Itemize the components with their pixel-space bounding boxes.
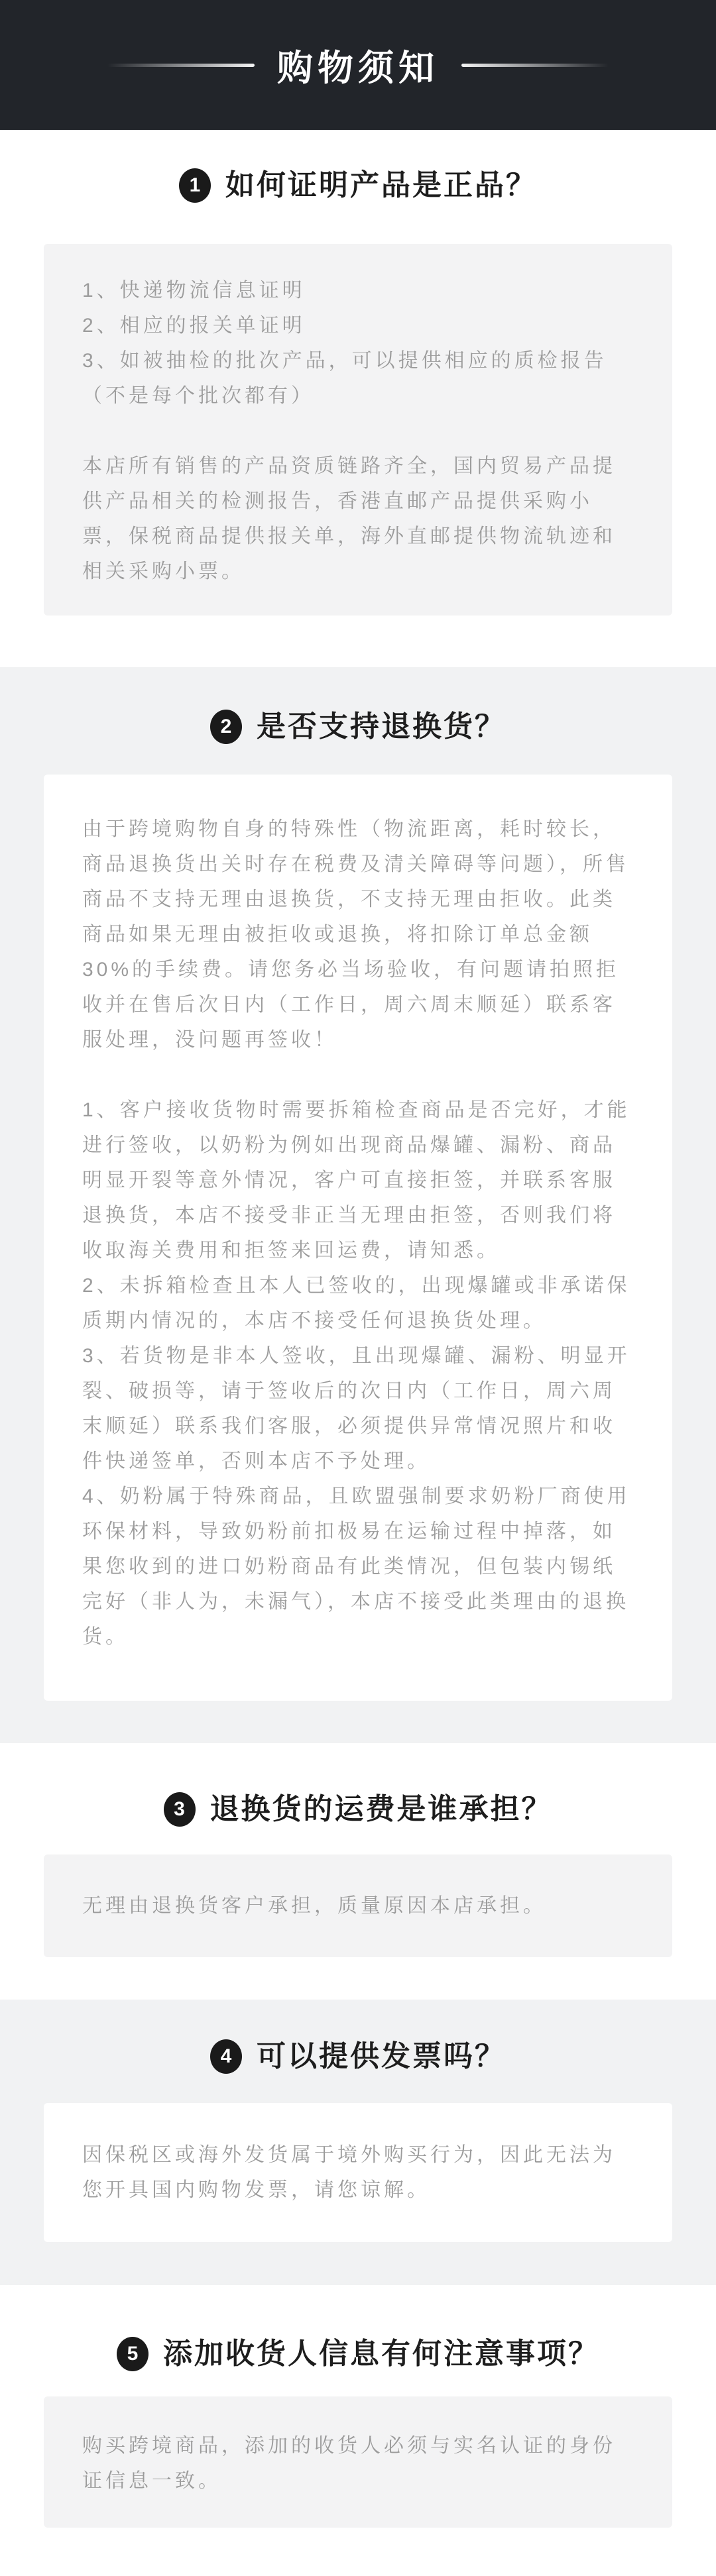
section-title: 退换货的运费是谁承担？	[209, 1793, 553, 1825]
paragraph: 本店所有销售的产品资质链路齐全，国内贸易产品提供产品相关的检测报告，香港直邮产品提供采购小票，保税商品提供报关单，海外直邮提供物流轨迹和相关采购小票。	[82, 455, 616, 582]
list-item: 3、若货物是非本人签收，且出现爆罐、漏粉、明显开裂、破损等，请于签收后的次日内（工作日，周六周末顺延）联系我们客服，必须提供异常情况照片和收件快递签单，否则本店不予处理。	[82, 1345, 630, 1472]
section-number-badge: 5	[117, 2337, 149, 2371]
content-box	[44, 775, 672, 1701]
paragraph: 购买跨境商品，添加的收货人必须与实名认证的身份证信息一致。	[82, 2435, 616, 2492]
section-number-badge: 1	[179, 168, 211, 203]
section-authenticity	[0, 130, 716, 667]
divider-right	[461, 64, 609, 67]
section-heading	[0, 2335, 716, 2373]
list-item: 4、奶粉属于特殊商品，且欧盟强制要求奶粉厂商使用环保材料，导致奶粉前扣极易在运输过程中掉落，如果您收到的进口奶粉商品有此类情况，但包装内锡纸完好（非人为，未漏气），本店不接受此类理由的退换货。	[82, 1485, 630, 1648]
divider-left	[107, 64, 255, 67]
section-title: 如何证明产品是正品？	[225, 169, 537, 201]
page-title: 购物须知	[277, 48, 439, 88]
section-shipping-fee	[0, 1743, 716, 2000]
list-item: 1、客户接收货物时需要拆箱检查商品是否完好，才能进行签收，以奶粉为例如出现商品爆罐、漏粉、商品明显开裂等意外情况，客户可直接拒签，并联系客服退换货，本店不接受非正当无理由拒签，否则我们将收取海关费用和拒签来回运费，请知悉。	[82, 1099, 630, 1261]
content-box	[44, 2103, 672, 2242]
section-heading	[0, 1791, 716, 1828]
section-heading	[0, 708, 716, 745]
paragraph: 由于跨境购物自身的特殊性（物流距离，耗时较长，商品退换货出关时存在税费及清关障碍等问题），所售商品不支持无理由退换货，不支持无理由拒收。此类商品如果无理由被拒收或退换，将扣除订单总金额30%的手续费。请您务必当场验收，有问题请拍照拒收并在售后次日内（工作日，周六周末顺延）联系客服处理，没问题再签收！	[82, 818, 629, 1051]
section-number-badge: 2	[210, 710, 242, 744]
section-title: 添加收货人信息有何注意事项？	[163, 2337, 599, 2370]
list-item: 3、如被抽检的批次产品，可以提供相应的质检报告（不是每个批次都有）	[82, 350, 607, 407]
section-number-badge: 3	[164, 1792, 196, 1827]
page-header	[0, 0, 716, 130]
list-item: 1、快递物流信息证明	[82, 280, 306, 301]
section-returns	[0, 667, 716, 1743]
section-heading	[0, 2038, 716, 2075]
paragraph: 无理由退换货客户承担，质量原因本店承担。	[82, 1895, 546, 1917]
list-item: 2、相应的报关单证明	[82, 315, 306, 337]
section-title: 可以提供发票吗？	[257, 2040, 506, 2072]
section-title: 是否支持退换货？	[257, 710, 506, 743]
section-invoice	[0, 2000, 716, 2285]
list-item: 2、未拆箱检查且本人已签收的，出现爆罐或非承诺保质期内情况的，本店不接受任何退换货处理。	[82, 1275, 630, 1332]
content-box	[44, 244, 672, 616]
section-consignee	[0, 2285, 716, 2528]
content-box	[44, 2396, 672, 2528]
section-number-badge: 4	[210, 2039, 242, 2074]
paragraph: 因保税区或海外发货属于境外购买行为，因此无法为您开具国内购物发票，请您谅解。	[82, 2144, 616, 2201]
section-heading	[0, 167, 716, 204]
content-box	[44, 1854, 672, 1957]
